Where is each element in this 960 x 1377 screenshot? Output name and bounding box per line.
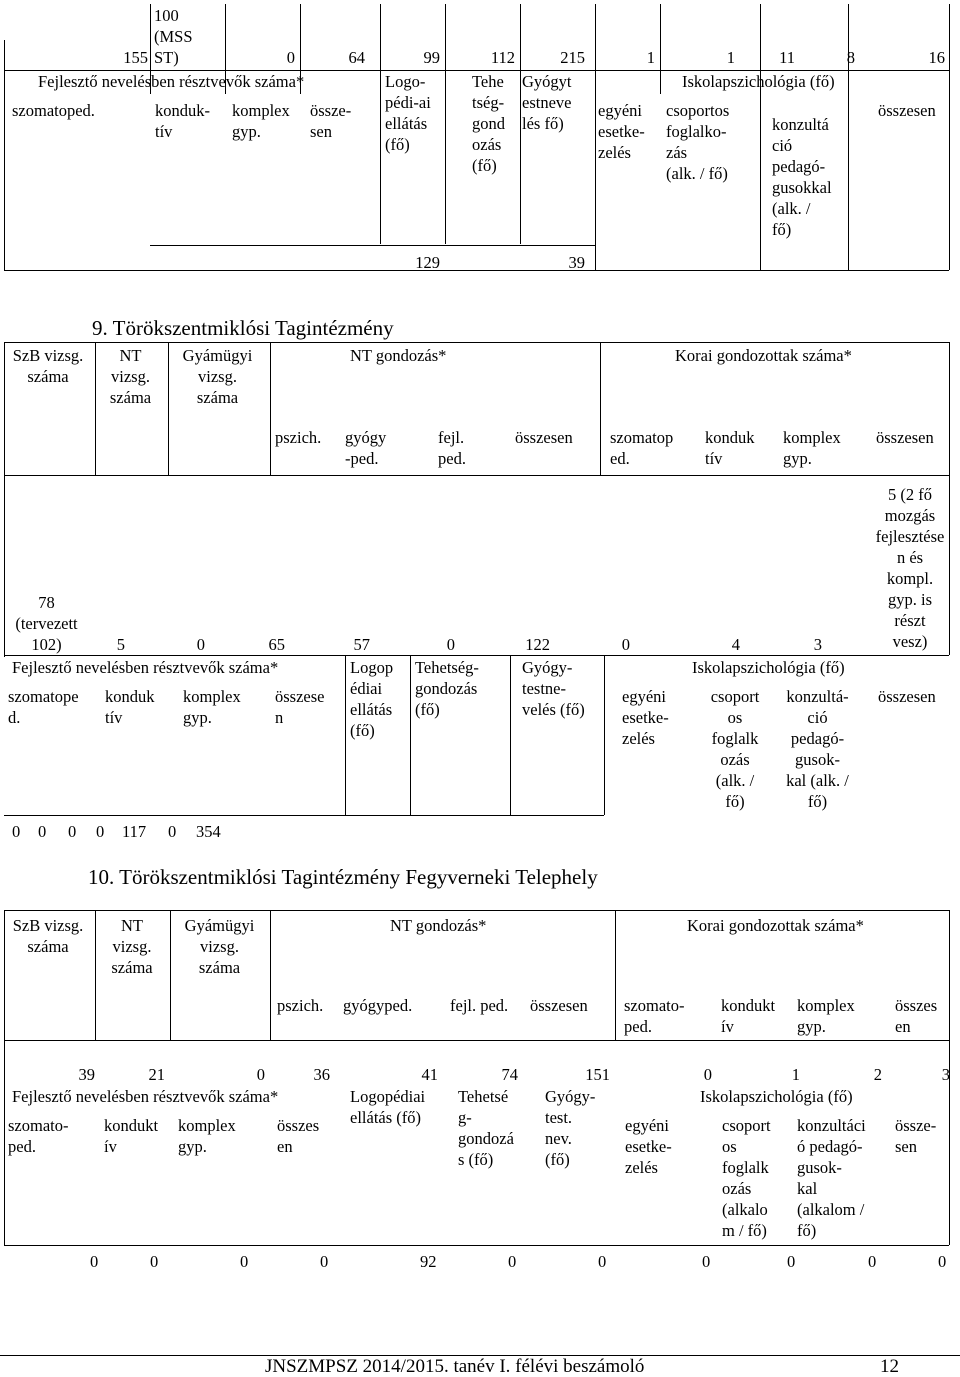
value-cell: 129 (415, 253, 440, 272)
subheader: pszich. (275, 428, 322, 447)
value-cell: 41 (421, 1065, 438, 1084)
subheader: komplex gyp. (232, 101, 290, 141)
subheader: konzultáci ó pedagó- gusok- kal (alkalom / fő) (797, 1116, 866, 1240)
rule (4, 655, 949, 656)
subheader: kondukt ív (104, 1116, 159, 1156)
value-cell: 21 (148, 1065, 165, 1084)
rule (604, 655, 605, 815)
value-cell: 151 (585, 1065, 610, 1084)
subheader: csoportos foglalko- zás (alk. / fő) (666, 101, 730, 183)
rule (615, 910, 616, 1040)
subheader: összes en (277, 1116, 320, 1156)
header-tehetseg: Tehetség- gondozás (fő) (415, 658, 479, 719)
subheader: szomato- ped. (624, 996, 685, 1036)
note-cell: 5 (2 fő mozgás fejlesztése n és kompl. gyp. is részt vesz) (875, 485, 945, 651)
value-cell: 39 (568, 253, 585, 272)
value-cell: 122 (525, 635, 550, 654)
value-cell: 39 (78, 1065, 95, 1084)
value-cell: 0 (196, 635, 205, 654)
subheader: konduk tív (105, 687, 155, 727)
value-cell: 1 (646, 48, 655, 67)
value-cell: 0 (598, 1252, 607, 1271)
value-cell: 0 (286, 48, 295, 67)
rule (600, 342, 601, 475)
subheader: össze- sen (895, 1116, 937, 1156)
value-cell: 0 (938, 1252, 947, 1271)
value-cell: 0 (168, 822, 177, 841)
value-cell: 0 (90, 1252, 99, 1271)
value-cell: 16 (928, 48, 945, 67)
rule (270, 910, 271, 1040)
value-cell: 0 (703, 1065, 712, 1084)
section-title: 9. Törökszentmiklósi Tagintézmény (92, 316, 394, 340)
value-cell: 64 (348, 48, 365, 67)
subheader: szomatoped. (12, 101, 95, 120)
header-logo: Logo- pédi-ai ellátás (fő) (385, 72, 431, 154)
header-szb: SzB vizsg. száma (12, 916, 84, 956)
value-cell: 36 (313, 1065, 330, 1084)
value-cell: 0 (787, 1252, 796, 1271)
subheader: csoport os foglalk ozás (alkalo m / fő) (722, 1116, 771, 1240)
rule (848, 4, 849, 270)
rule (760, 4, 761, 270)
subheader: össze- sen (310, 101, 352, 141)
subheader: konduk- tív (155, 101, 210, 141)
value-cell: 2 (873, 1065, 882, 1084)
header-gyogytestneveles: Gyógyt estneve lés fő) (522, 72, 572, 133)
section-title: 10. Törökszentmiklósi Tagintézmény Fegyverneki Telephely (88, 865, 598, 889)
value-cell: 99 (423, 48, 440, 67)
value-cell: 0 (68, 822, 77, 841)
subheader: konduk tív (705, 428, 755, 468)
value-cell: 0 (868, 1252, 877, 1271)
mss-cell: 100 (MSS ST) (154, 6, 193, 67)
subheader: gyógyped. (343, 996, 413, 1015)
header-fejleszto: Fejlesztő nevelésben résztvevők száma* (12, 1087, 279, 1106)
header-iskolapszichologia: Iskolapszichológia (fő) (682, 72, 835, 91)
value-cell: 0 (621, 635, 630, 654)
value-cell: 155 (123, 48, 148, 67)
header-gyogytestneveles: Gyógy- test. nev. (fő) (545, 1087, 596, 1169)
subheader: szomatop ed. (610, 428, 674, 468)
subheader: csoport os foglalk ozás (alk. / fő) (710, 687, 760, 811)
rule (95, 910, 96, 1040)
subheader: konzultá ció pedagó- gusokkal (alk. / fő) (772, 115, 832, 239)
subheader: összese n (275, 687, 325, 727)
rule (270, 342, 271, 475)
rule (510, 655, 511, 815)
subheader: szomatope d. (8, 687, 79, 727)
value-cell: 92 (420, 1252, 437, 1271)
value-cell: 0 (256, 1065, 265, 1084)
footer-text: JNSZMPSZ 2014/2015. tanév I. félévi beszámoló (265, 1356, 645, 1377)
header-gyamugyi: Gyámügyi vizsg. száma (184, 916, 255, 977)
rule (4, 1245, 949, 1246)
value-cell: 8 (846, 48, 855, 67)
value-cell: 5 (116, 635, 125, 654)
subheader: szomato- ped. (8, 1116, 69, 1156)
value-cell: 11 (779, 48, 795, 67)
value-cell: 0 (150, 1252, 159, 1271)
value-cell: 0 (508, 1252, 517, 1271)
value-cell: 112 (490, 48, 515, 67)
value-cell: 1 (791, 1065, 800, 1084)
subheader: összesen (515, 428, 573, 447)
subheader: pszich. (277, 996, 324, 1015)
rule (4, 40, 5, 270)
rule (949, 4, 950, 270)
value-cell: 0 (240, 1252, 249, 1271)
subheader: komplex gyp. (797, 996, 855, 1036)
rule (4, 1040, 949, 1041)
header-nt-gondozas: NT gondozás* (350, 346, 447, 365)
page-number: 12 (880, 1356, 899, 1377)
header-szb: SzB vizsg. száma (12, 346, 84, 386)
header-gyogytestneveles: Gyógy- testne- velés (fő) (522, 658, 585, 719)
subheader: összesen (878, 101, 936, 120)
rule (4, 815, 604, 816)
subheader: összes en (895, 996, 938, 1036)
header-gyamugyi: Gyámügyi vizsg. száma (182, 346, 253, 407)
subheader: fejl. ped. (450, 996, 509, 1015)
rule (170, 910, 171, 1040)
subheader: komplex gyp. (178, 1116, 236, 1156)
subheader: kondukt ív (721, 996, 776, 1036)
header-fejleszto: Fejlesztő nevelésben résztvevők száma* (38, 72, 305, 91)
value-cell: 65 (268, 635, 285, 654)
subheader: gyógy -ped. (345, 428, 387, 468)
value-cell: 3 (813, 635, 822, 654)
subheader: fejl. ped. (438, 428, 466, 468)
header-iskolapszichologia: Iskolapszichológia (fő) (692, 658, 845, 677)
subheader: egyéni esetke- zelés (598, 101, 645, 162)
subheader: komplex gyp. (783, 428, 841, 468)
rule (4, 270, 949, 271)
value-cell: 117 (122, 822, 147, 841)
header-korai: Korai gondozottak száma* (675, 346, 852, 365)
rule (4, 910, 949, 911)
rule (150, 245, 595, 246)
subheader: összesen (530, 996, 588, 1015)
subheader: konzultá- ció pedagó- gusok- kal (alk. / fő) (786, 687, 849, 811)
rule (595, 4, 596, 270)
value-cell: 0 (320, 1252, 329, 1271)
value-cell: 1 (726, 48, 735, 67)
value-cell: 57 (353, 635, 370, 654)
rule (660, 4, 661, 94)
rule (520, 4, 521, 244)
value-cell: 74 (501, 1065, 518, 1084)
value-cell: 3 (941, 1065, 950, 1084)
rule (168, 342, 169, 475)
value-cell: 78 (tervezett 102) (15, 593, 78, 654)
value-cell: 0 (96, 822, 105, 841)
header-tehetseg: Tehe tség- gond ozás (fő) (472, 72, 505, 175)
value-cell: 215 (560, 48, 585, 67)
header-tehetseg: Tehetsé g- gondozá s (fő) (458, 1087, 514, 1169)
header-logopedia: Logop édiai ellátás (fő) (350, 658, 394, 740)
header-iskolapszichologia: Iskolapszichológia (fő) (700, 1087, 853, 1106)
value-cell: 0 (38, 822, 47, 841)
header-korai: Korai gondozottak száma* (687, 916, 864, 935)
subheader: összesen (878, 687, 936, 706)
rule (445, 4, 446, 244)
header-fejleszto: Fejlesztő nevelésben résztvevők száma* (12, 658, 279, 677)
header-logopedia: Logopédiai ellátás (fő) (350, 1087, 426, 1127)
subheader: összesen (876, 428, 934, 447)
value-cell: 0 (702, 1252, 711, 1271)
header-nt-gondozas: NT gondozás* (390, 916, 487, 935)
rule (4, 475, 949, 476)
header-nt: NT vizsg. száma (109, 346, 152, 407)
rule (345, 655, 346, 815)
rule (4, 910, 5, 1245)
header-nt: NT vizsg. száma (111, 916, 153, 977)
rule (4, 342, 949, 343)
value-cell: 0 (446, 635, 455, 654)
value-cell: 0 (12, 822, 21, 841)
rule (410, 655, 411, 815)
subheader: egyéni esetke- zelés (625, 1116, 672, 1177)
value-cell: 4 (731, 635, 740, 654)
subheader: egyéni esetke- zelés (622, 687, 669, 748)
rule (380, 4, 381, 244)
value-cell: 354 (196, 822, 221, 841)
rule (95, 342, 96, 475)
subheader: komplex gyp. (183, 687, 241, 727)
